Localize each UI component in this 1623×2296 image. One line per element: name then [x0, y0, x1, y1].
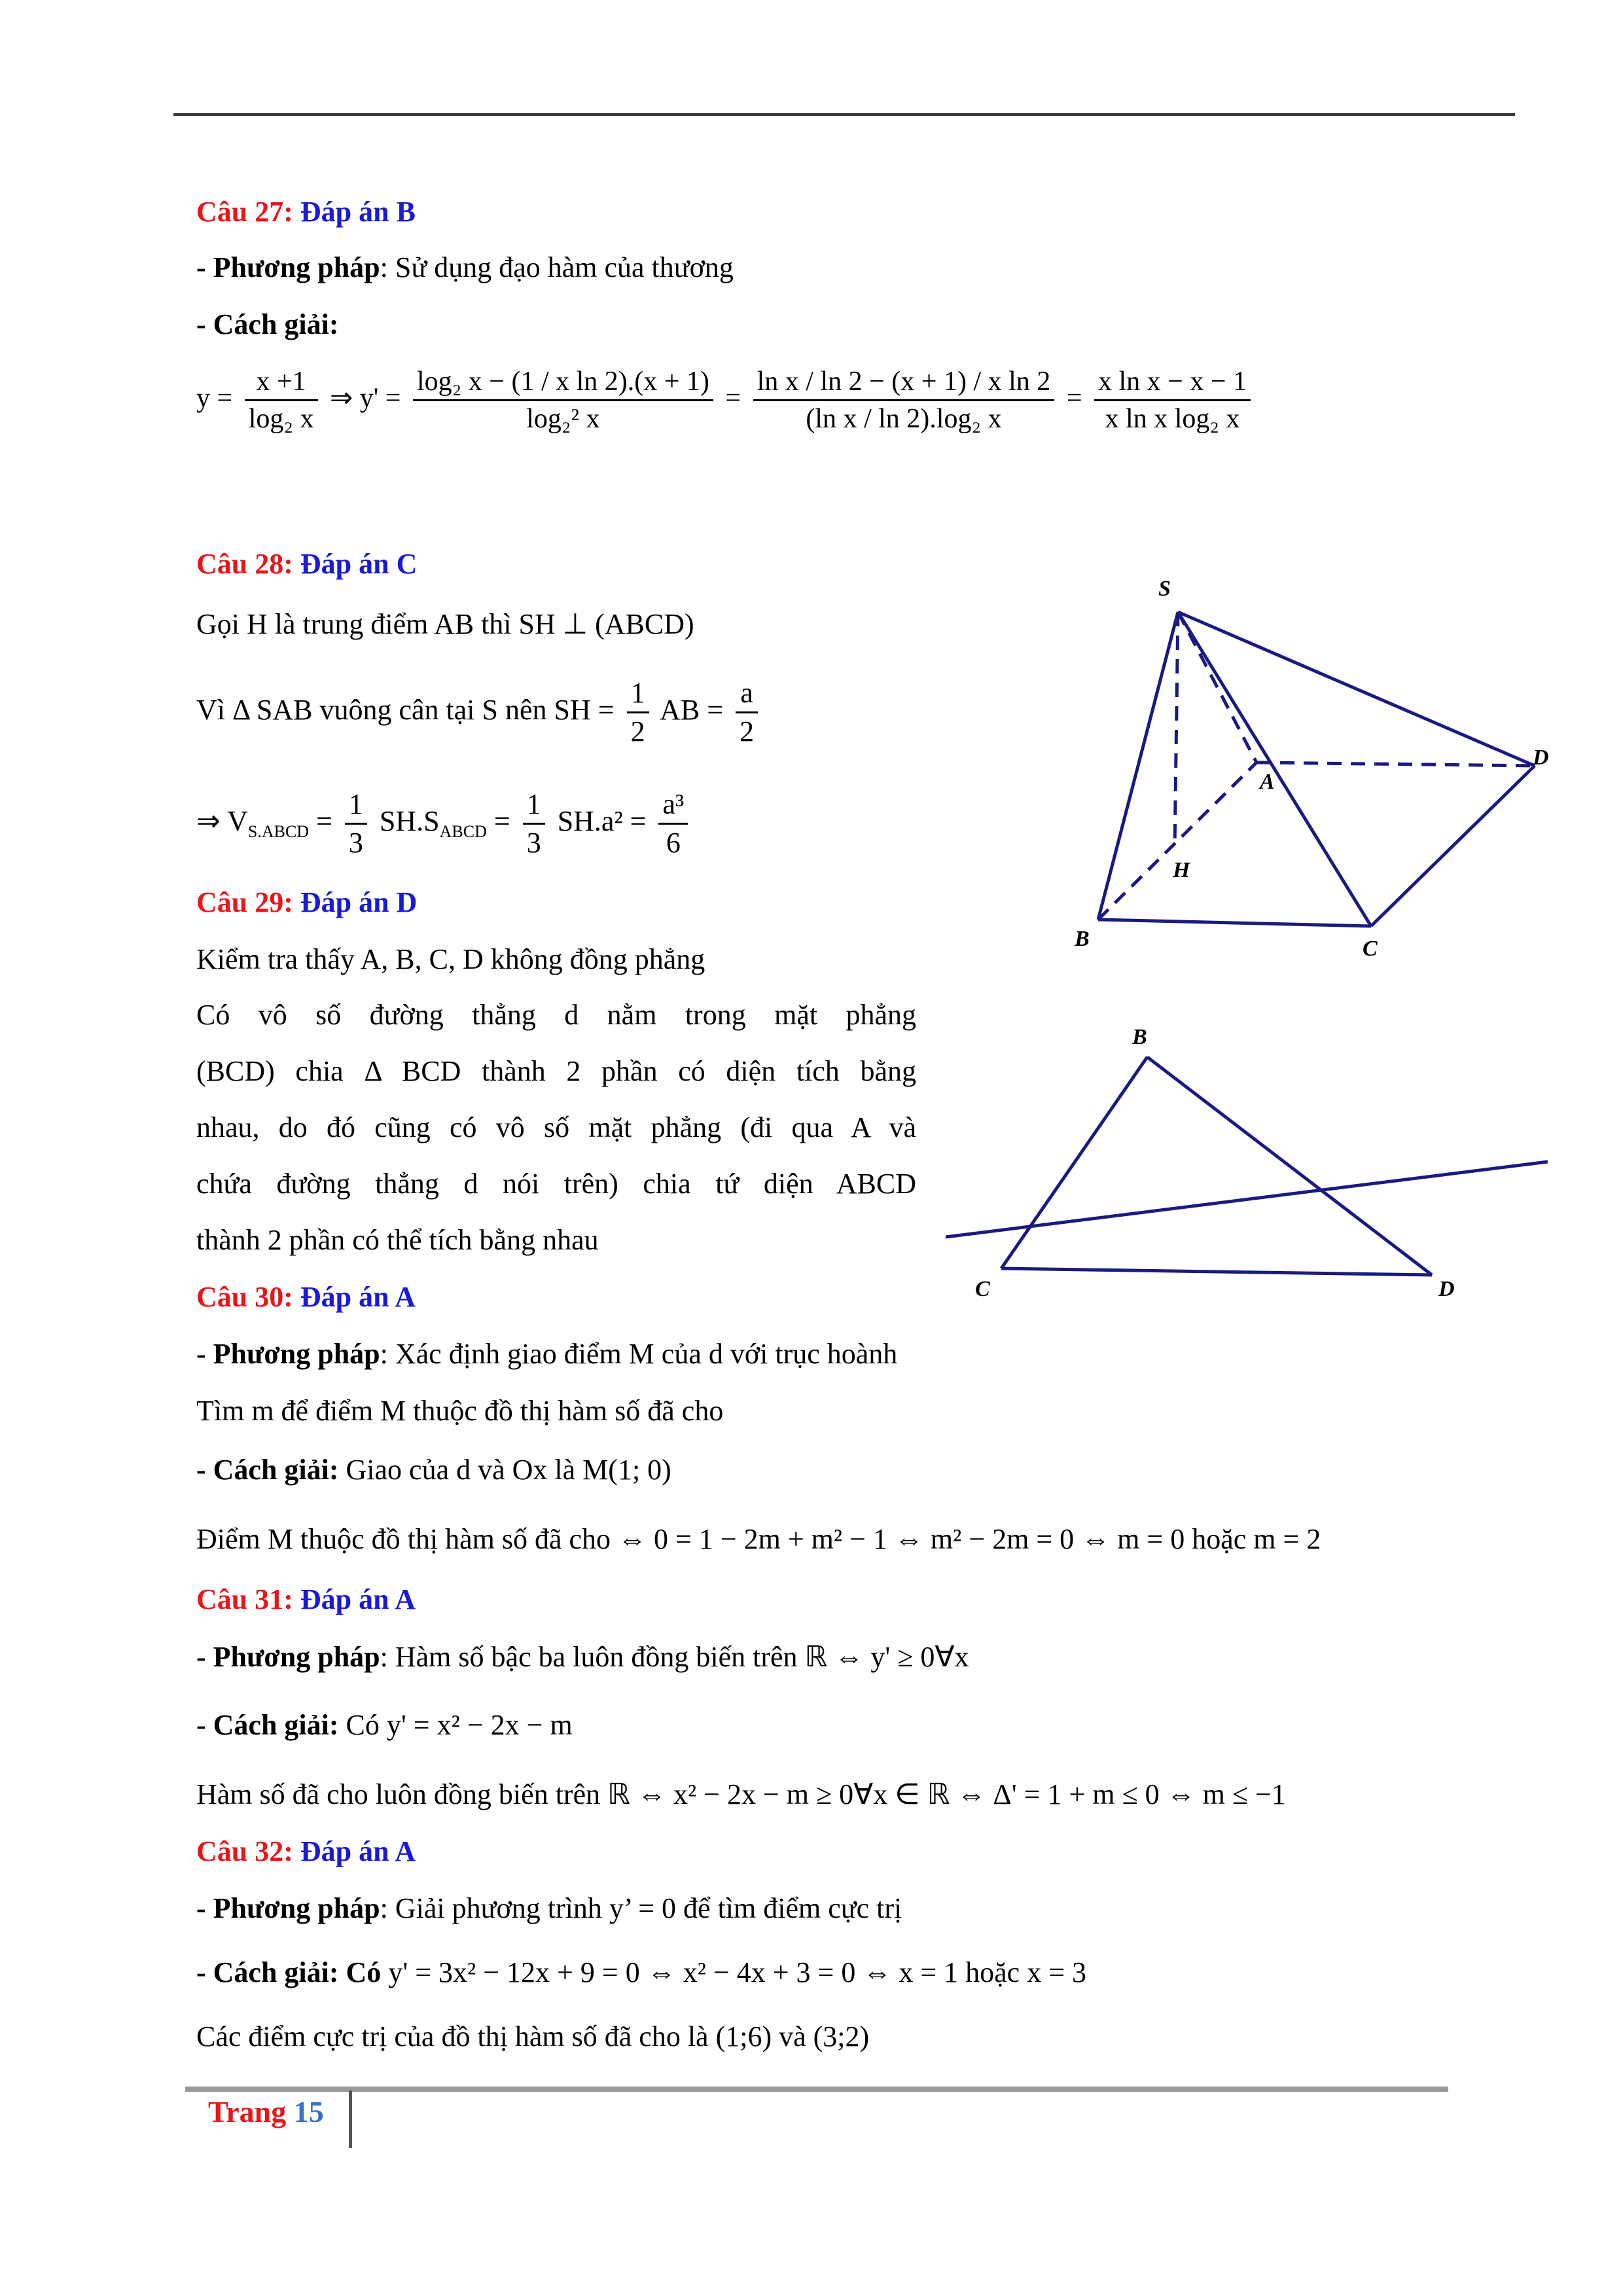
fig-label-c: C [1363, 937, 1378, 961]
q27-heading: Câu 27: Đáp án B [196, 196, 416, 228]
q32-method: - Phương pháp: Giải phương trình y’ = 0 để tìm điểm cực trị [196, 1892, 902, 1924]
q30-solution: - Cách giải: Giao của d và Ox là M(1; 0) [196, 1454, 671, 1486]
q30-heading: Câu 30: Đáp án A [196, 1281, 416, 1313]
fig-label-b: B [1075, 927, 1090, 951]
q27-equation: y = $\frac{x +1}{\text{log₂ x}}$ ⇒ y' = $\frac{\text{log₂ x − (1 / x ln 2).(x + 1)}}{\text{log₂² x}}$ = $\frac{\text{ln x / ln 2 − (x + 1) / x ln 2}}{\text{(ln x / ln 2).log₂ x}}$ = $\frac{\text{x ln x − x − 1}}{\text{x ln x log₂ x}}$ [196, 367, 1256, 434]
q31-solution: - Cách giải: Có y' = x² − 2x − m [196, 1709, 573, 1741]
pyramid-figure [1060, 569, 1558, 975]
q29-paragraph: Có vô số đường thẳng d nằm trong mặt phẳng (BCD) chia Δ BCD thành 2 phần có diện tích bằng nhau, do đó cũng có vô số mặt phẳng (đi qua A và chứa đường thẳng d nói trên) chia tứ diện ABCD thành 2 phần có thể tích bằng nhau [196, 999, 916, 1256]
q27-frac1: $\frac{x +1}{\text{log₂ x}}$ [245, 367, 318, 434]
q29-heading: Câu 29: Đáp án D [196, 886, 418, 918]
page-number: 15 [293, 2095, 324, 2128]
q27-method: - Phương pháp: Sử dụng đạo hàm của thương [196, 251, 734, 283]
q27-frac3: $\frac{\text{ln x / ln 2 − (x + 1) / x ln 2}}{\text{(ln x / ln 2).log₂ x}}$ [753, 367, 1055, 434]
q27-frac2: $\frac{\text{log₂ x − (1 / x ln 2).(x + 1)}}{\text{log₂² x}}$ [413, 367, 713, 434]
tri-label-b: B [1132, 1025, 1147, 1049]
q29-line1: Kiểm tra thấy A, B, C, D không đồng phẳng [196, 943, 705, 975]
q32-heading: Câu 32: Đáp án A [196, 1835, 416, 1867]
footer-divider [349, 2090, 352, 2148]
header-rule [173, 113, 1515, 116]
q30-line2: Tìm m để điểm M thuộc đồ thị hàm số đã cho [196, 1395, 724, 1427]
q27-solution-label: - Cách giải: [196, 308, 339, 340]
page-footer: Trang 15 [208, 2095, 324, 2128]
q28-line3: ⇒ $V_{S.ABCD}$ = $\frac{1}{3}$ $SH.S_{ABCD}$ = $\frac{1}{3}$ SH.a² = $\frac{\text{a³}}{6}$ [196, 789, 693, 859]
tri-label-c: C [975, 1277, 990, 1301]
q31-line4: Hàm số đã cho luôn đồng biến trên ℝ ⇔ x² − 2x − m ≥ 0∀x ∈ ℝ ⇔ Δ' = 1 + m ≤ 0 ⇔ m ≤ −1 [196, 1778, 1286, 1810]
q32-solution: - Cách giải: Có y' = 3x² − 12x + 9 = 0 ⇔ x² − 4x + 3 = 0 ⇔ x = 1 hoặc x = 3 [196, 1956, 1087, 1988]
q28-heading: Câu 28: Đáp án C [196, 548, 418, 580]
triangle-figure [936, 1021, 1551, 1309]
fig-label-h: H [1173, 858, 1190, 882]
q31-method: - Phương pháp: Hàm số bậc ba luôn đồng biến trên ℝ ⇔ y' ≥ 0∀x [196, 1641, 969, 1673]
q30-line4: Điểm M thuộc đồ thị hàm số đã cho ⇔ 0 = 1 − 2m + m² − 1 ⇔ m² − 2m = 0 ⇔ m = 0 hoặc m = 2 [196, 1523, 1321, 1555]
footer-rule [185, 2087, 1448, 2092]
q27-frac4: $\frac{\text{x ln x − x − 1}}{\text{x ln x log₂ x}}$ [1094, 367, 1251, 434]
q32-line4: Các điểm cực trị của đồ thị hàm số đã cho là (1;6) và (3;2) [196, 2020, 870, 2053]
q31-heading: Câu 31: Đáp án A [196, 1583, 416, 1615]
q28-line1: Gọi H là trung điểm AB thì SH ⊥ (ABCD) [196, 608, 694, 640]
tri-label-d: D [1438, 1277, 1455, 1301]
fig-label-d: D [1533, 745, 1549, 770]
q30-method: - Phương pháp: Xác định giao điểm M của d với trục hoành [196, 1338, 898, 1370]
q28-line2: Vì Δ SAB vuông cân tại S nên SH = $\frac{1}{2}$ AB = $\frac{a}{2}$ [196, 677, 763, 748]
fig-label-a: A [1260, 770, 1275, 794]
fig-label-s: S [1158, 577, 1171, 601]
